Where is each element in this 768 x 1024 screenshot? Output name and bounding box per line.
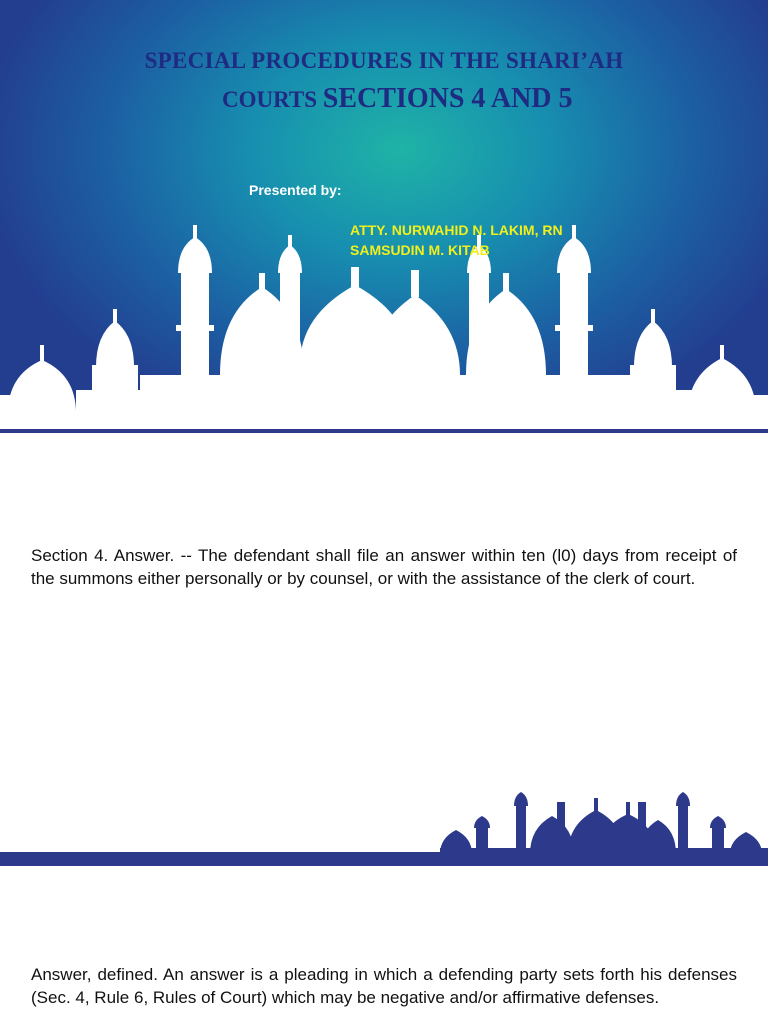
section4-slide <box>0 433 768 866</box>
presenter-1: ATTY. NURWAHID N. LAKIM, RN <box>350 222 563 238</box>
slide-title-line2 <box>222 78 573 115</box>
slide-title-line1: SPECIAL PROCEDURES IN THE SHARI’AH <box>144 48 624 73</box>
answer-defined-paragraph: Answer, defined. An answer is a pleading in which a defending party sets forth his defenses (Sec. 4, Rule 6, Rules of Court) which may be negative and/or affirmative defenses. <box>31 965 737 1007</box>
presented-by-label: Presented by: <box>249 182 342 198</box>
title-courts: COURTS <box>222 87 323 112</box>
title-sections: SECTIONS 4 AND 5 <box>322 83 573 114</box>
presenter-2: SAMSUDIN M. KITAB <box>350 242 490 258</box>
mosque-skyline-band-icon <box>0 788 768 866</box>
answer-defined-slide <box>0 866 768 1024</box>
section4-paragraph: Section 4. Answer. -- The defendant shall file an answer within ten (l0) days from receipt of the summons either personally or by counsel, or with the assistance of the clerk of court. <box>31 546 737 588</box>
title-slide <box>0 0 768 433</box>
